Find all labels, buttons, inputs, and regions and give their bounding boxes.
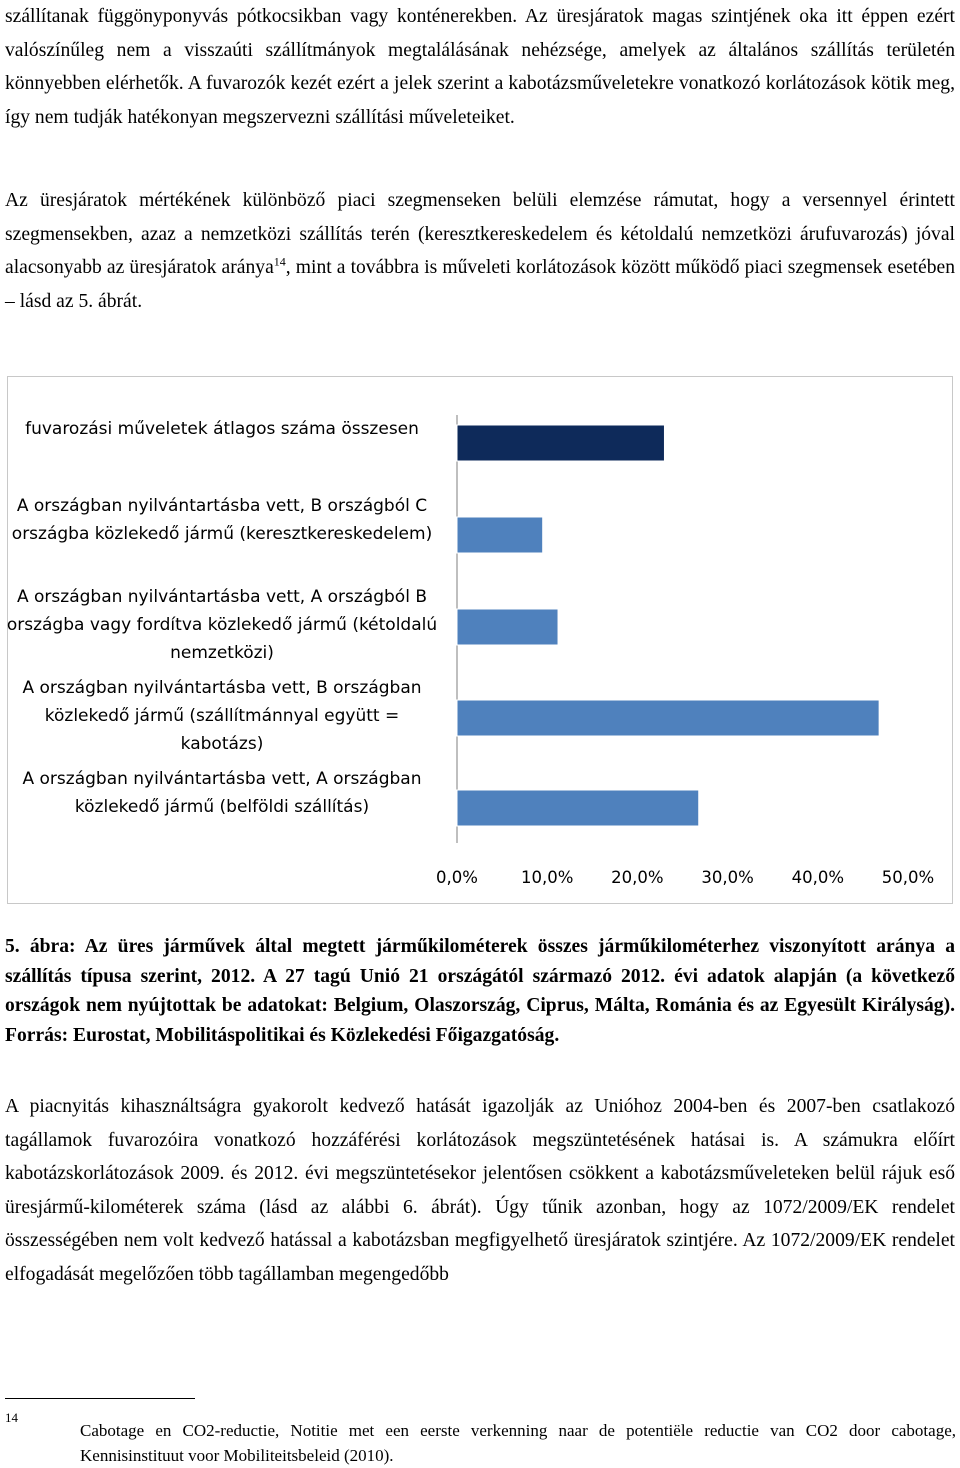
footnote-divider bbox=[5, 1398, 195, 1399]
x-tick-label: 10,0% bbox=[520, 868, 574, 887]
category-label-total: fuvarozási műveletek átlagos száma összesen bbox=[25, 419, 419, 439]
paragraph-2 bbox=[5, 184, 955, 318]
category-label-domestic: A országban nyilvántartásba vett, A országban közlekedő jármű (belföldi szállítás) bbox=[22, 769, 422, 817]
paragraph-2-text-b: , mint a továbbra is műveleti korlátozások között működő piaci szegmensek esetében – lásd az 5. ábrát. bbox=[5, 257, 955, 312]
paragraph-1: szállítanak függönyponyvás pótkocsikban vagy konténerekben. Az üresjáratok magas szintjének oka itt éppen ezért valószínűleg nem a visszaúti szállítmányok megtalálásának nehézsége, amelyek az általános szállítás területén könnyebben elérhetők. A fuvarozók kezét ezért a jelek szerint a kabotázsműveletekre vonatkozó korlátozások kötik meg, így nem tudják hatékonyan megszervezni szállítási műveleteiket. bbox=[5, 6, 955, 128]
category-label-bilateral: A országban nyilvántartásba vett, A országból B országba vagy fordítva közlekedő jármű (kétoldalú nemzetközi) bbox=[6, 587, 438, 663]
bar-4 bbox=[457, 790, 699, 826]
paragraph-3: A piacnyitás kihasználtságra gyakorolt kedvező hatását igazolják az Unióhoz 2004-ben és 2007-ben csatlakozó tagállamok fuvarozóira vonatkozó hozzáférési korlátozások megszüntetésének hatásai is. A számukra előírt kabotázskorlátozások 2009. és 2012. évi megszüntetésekor jelentősen csökkent a kabotázsműveleteken belül rájuk eső üresjármű-kilométerek száma (lásd az alábbi 6. ábrát). Úgy tűnik azonban, hogy az 1072/2009/EK rendelet összességében nem volt kedvező hatással a kabotázsban megfigyelhető üresjáratok szintjére. Az 1072/2009/EK rendelet elfogadását megelőzően több tagállamban megengedőbb bbox=[5, 1096, 955, 1285]
category-label-cross-trade: A országban nyilvántartásba vett, B országból C országba közlekedő jármű (keresztkereskedelem) bbox=[11, 496, 433, 544]
footnote-text: Cabotage en CO2-reductie, Notitie met een eerste verkenning naar de potentiële reductie van CO2 door cabotage, Kennisinstituut voor Mobiliteitsbeleid (2010). bbox=[80, 1421, 956, 1465]
x-tick-label: 0,0% bbox=[436, 868, 478, 887]
category-label-cabotage: A országban nyilvántartásba vett, B országban közlekedő jármű (szállítmánnyal együtt = kabotázs) bbox=[22, 678, 422, 754]
bar-3 bbox=[457, 700, 879, 736]
footnote-number: 14 bbox=[5, 1410, 18, 1425]
bar-2 bbox=[457, 609, 558, 645]
x-tick-label: 50,0% bbox=[881, 868, 935, 887]
x-tick-label: 40,0% bbox=[791, 868, 844, 887]
footnote-ref[interactable]: 14 bbox=[273, 254, 286, 269]
figure-caption: 5. ábra: Az üres járművek által megtett járműkilométerek összes járműkilométerhez viszonyított aránya a szállítás típusa szerint, 2012. A 27 tagú Unió 21 országától származó 2012. évi adatok alapján (a következő országok nem nyújtottak be adatokat: Belgium, Olaszország, Ciprus, Málta, Románia és az Egyesült Királyság). Forrás: Eurostat, Mobilitáspolitikai és Közlekedési Főigazgatóság. bbox=[5, 936, 955, 1046]
x-tick-label: 30,0% bbox=[701, 868, 754, 887]
paragraph-2-text-a: Az üresjáratok mértékének különböző piaci szegmenseken belüli elemzése rámutat, hogy a versennyel érintett szegmensekben, azaz a nemzetközi szállítás terén (keresztkereskedelem és kétoldalú nemzetközi árufuvarozás) jóval alacsonyabb az üresjáratok aránya bbox=[5, 190, 955, 278]
bar-0 bbox=[457, 425, 664, 461]
bar-chart bbox=[7, 376, 953, 904]
x-tick-label: 20,0% bbox=[611, 868, 664, 887]
bar-1 bbox=[457, 517, 543, 553]
